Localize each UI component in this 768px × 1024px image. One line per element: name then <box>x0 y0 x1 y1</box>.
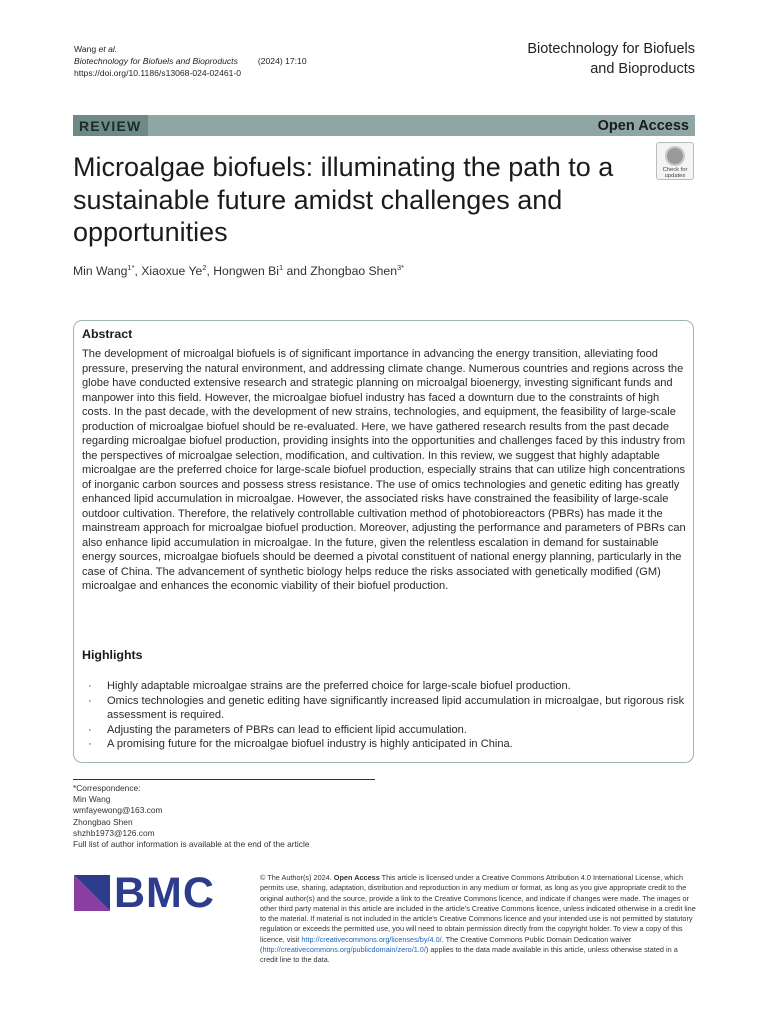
license-copyright: © The Author(s) 2024. <box>260 873 332 882</box>
author-list <box>73 264 404 278</box>
footnote-divider <box>73 779 375 780</box>
bmc-logo <box>74 869 215 917</box>
article-type-label: REVIEW <box>73 115 148 136</box>
journal-name <box>527 40 695 79</box>
license-link[interactable]: http://creativecommons.org/licenses/by/4.0/ <box>301 934 442 944</box>
open-access-label: Open Access <box>592 115 695 136</box>
license-body: ) applies to the data made available in this article, unless otherwise stated in a credit line to the data. <box>260 945 678 965</box>
correspondence-name: Min Wang <box>73 794 111 805</box>
correspondence-email[interactable]: wmfayewong@163.com <box>73 805 163 816</box>
citation-authors: Wang <box>74 44 97 54</box>
bullet-icon: · <box>88 694 92 707</box>
article-title: Microalgae biofuels: illuminating the path to a sustainable future amidst challenges and opportunities <box>73 152 614 247</box>
check-updates-line2: updates <box>664 173 686 180</box>
check-updates-line1: Check for <box>662 167 688 173</box>
author-info-note: Full list of author information is available at the end of the article <box>73 839 310 850</box>
license-body: . The Creative Commons Public Domain Dedication waiver ( <box>260 934 632 955</box>
list-item <box>82 679 688 694</box>
citation-et-al: et al. <box>98 44 118 54</box>
author-name[interactable]: Zhongbao Shen <box>310 264 397 278</box>
bullet-icon: · <box>88 738 92 750</box>
author-separator: , <box>206 264 214 278</box>
author-affiliation: 2 <box>202 262 207 272</box>
public-domain-link[interactable]: http://creativecommons.org/publicdomain/zero/1.0/ <box>262 945 426 955</box>
abstract-box <box>73 320 694 763</box>
author-affiliation: 1 <box>278 262 284 272</box>
check-for-updates-badge[interactable] <box>656 142 694 180</box>
highlights-heading: Highlights <box>82 648 143 662</box>
highlight-text: Highly adaptable microalgae strains are the preferred choice for large-scale biofuel production. <box>107 680 571 692</box>
license-open-access: Open Access <box>333 873 380 882</box>
correspondence-label: *Correspondence: <box>73 783 141 793</box>
author-affiliation: 1* <box>127 262 135 272</box>
correspondence-block <box>73 783 310 850</box>
bmc-logo-text: BMC <box>114 869 215 917</box>
list-item <box>82 694 688 723</box>
correspondence-email[interactable]: shzhb1973@126.com <box>73 827 155 838</box>
license-body: This article is licensed under a Creative Commons Attribution 4.0 International License, which permits use, sharing, adaptation, distribution and reproduction in any medium or format, as long as you give appropriate credit to the original author(s) and the source, provide a link to the Creative Commons licence, and indicate if changes were made. The images or other third party material in this article are included in the article's Creative Commons licence, unless indicated otherwise in a credit line to the material. If material is not included in the article's Creative Commons licence and your intended use is not permitted by statutory regulation or exceeds the permitted use, you will need to obtain permission directly from the copyright holder. To view a copy of this licence, visit <box>260 873 696 944</box>
list-item <box>82 723 688 738</box>
highlight-text: A promising future for the microalgae biofuel industry is highly anticipated in China. <box>107 738 513 750</box>
citation-journal: Biotechnology for Biofuels and Bioproducts <box>74 56 238 67</box>
license-text <box>260 873 696 966</box>
list-item <box>82 737 688 752</box>
citation-block <box>74 43 307 80</box>
bullet-icon: · <box>88 723 92 736</box>
citation-doi[interactable]: https://doi.org/10.1186/s13068-024-02461-0 <box>74 68 242 79</box>
author-separator: and <box>283 264 311 278</box>
journal-name-line2: and Bioproducts <box>590 60 695 77</box>
journal-name-line1: Biotechnology for Biofuels <box>527 41 695 57</box>
abstract-heading: Abstract <box>82 327 133 341</box>
bmc-logo-mark-icon <box>74 875 110 911</box>
author-name[interactable]: Min Wang <box>73 264 128 278</box>
highlights-list <box>82 679 688 752</box>
author-separator: , <box>134 264 142 278</box>
check-updates-icon <box>665 146 685 166</box>
author-name[interactable]: Hongwen Bi <box>213 264 279 278</box>
author-affiliation: 3* <box>397 262 405 272</box>
highlight-text: Adjusting the parameters of PBRs can lead to efficient lipid accumulation. <box>107 723 467 736</box>
abstract-text: The development of microalgal biofuels is of significant importance in advancing the energy transition, alleviating food pressure, preserving the natural environment, and addressing climate change. Numerous countries and regions across the globe have conducted extensive research and strategic planning on microalgal bioenergy, investing significant funds and manpower into this field. However, the microalgae biofuel industry has faced a downturn due to the constraints of high costs. In the past decade, with the development of new strains, technologies, and equipment, the feasibility of large-scale production of microalgae biofuel should be re-evaluated. Here, we have gathered research results from the past decade regarding microalgae biofuel production, providing insights into the opportunities and challenges faced by this industry from the perspectives of microalgae selection, modification, and cultivation. In this review, we suggest that highly adaptable microalgae are the preferred choice for large-scale biofuel production, especially strains that can utilize high concentrations of inorganic carbon sources and possess stress resistance. The use of omics technologies and genetic editing has greatly enhanced lipid accumulation in microalgae. However, the associated risks have constrained the feasibility of large-scale outdoor cultivation. Therefore, the relatively controllable cultivation method of photobioreactors (PBRs) has made it the mainstream approach for microalgae biofuel production. Moreover, adjusting the performance and parameters of PBRs can also enhance lipid accumulation in microalgae. In the future, given the relentless escalation in demand for sustainable energy sources, microalgae biofuels should be deemed a pivotal constituent of national energy planning, particularly in the case of China. The advancement of synthetic biology helps reduce the risks associated with genetically modified (GM) microalgae and enhances the economic viability of their biofuel production. <box>82 348 686 592</box>
article-type-band <box>73 115 695 136</box>
author-name[interactable]: Xiaoxue Ye <box>141 264 203 278</box>
highlight-text: Omics technologies and genetic editing have significantly increased lipid accumulation in microalgae, but rigorous risk assessment is required. <box>107 694 685 721</box>
citation-year-volume: (2024) 17:10 <box>257 56 307 67</box>
bullet-icon: · <box>88 680 92 692</box>
correspondence-name: Zhongbao Shen <box>73 816 133 827</box>
band-spacer <box>148 115 591 136</box>
